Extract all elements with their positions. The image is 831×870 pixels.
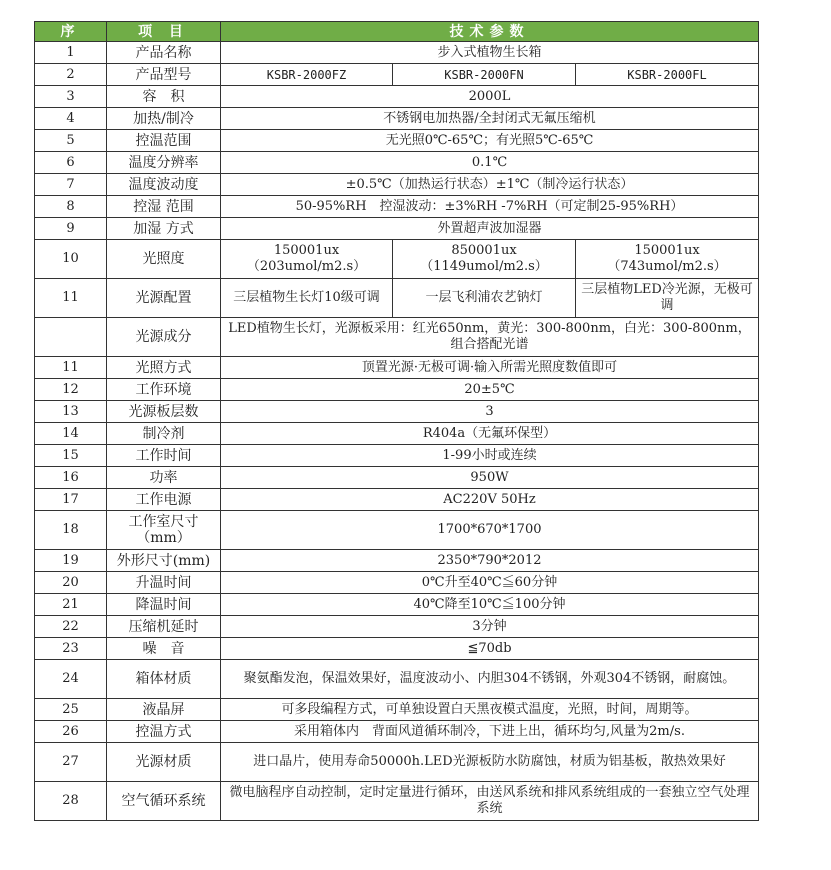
row-name: 外形尺寸(mm)	[107, 550, 221, 572]
row-number: 3	[35, 86, 107, 108]
row-value: 20±5℃	[221, 379, 759, 401]
table-row	[35, 130, 759, 152]
illuminance-cell: 850001ux（1149umol/m2.s）	[393, 240, 576, 279]
row-number: 27	[35, 743, 107, 782]
table-row	[35, 379, 759, 401]
row-number: 19	[35, 550, 107, 572]
model-cell: KSBR-2000FZ	[221, 64, 393, 86]
illuminance-cell: 150001ux（203umol/m2.s）	[221, 240, 393, 279]
row-value: 外置超声波加湿器	[221, 218, 759, 240]
table-row	[35, 196, 759, 218]
row-number: 9	[35, 218, 107, 240]
row-number: 26	[35, 721, 107, 743]
row-name: 功率	[107, 467, 221, 489]
row-name: 光源配置	[107, 279, 221, 318]
row-number: 11	[35, 357, 107, 379]
table-row	[35, 401, 759, 423]
row-value: R404a（无氟环保型）	[221, 423, 759, 445]
row-value: AC220V 50Hz	[221, 489, 759, 511]
row-value: 聚氨酯发泡，保温效果好，温度波动小、内胆304不锈钢，外观304不锈钢，耐腐蚀。	[221, 660, 759, 699]
row-number: 5	[35, 130, 107, 152]
table-row	[35, 42, 759, 64]
row-name: 加湿 方式	[107, 218, 221, 240]
row-name: 温度分辨率	[107, 152, 221, 174]
row-name: 噪 音	[107, 638, 221, 660]
table-row	[35, 743, 759, 782]
table-row	[35, 152, 759, 174]
row-number: 6	[35, 152, 107, 174]
row-number: 18	[35, 511, 107, 550]
table-row	[35, 279, 759, 318]
row-value: LED植物生长灯，光源板采用：红光650nm，黄光：300-800nm，白光：300-800nm，组合搭配光谱	[221, 318, 759, 357]
row-value: 50-95%RH 控湿波动：±3%RH -7%RH（可定制25-95%RH）	[221, 196, 759, 218]
row-value: 0℃升至40℃≦60分钟	[221, 572, 759, 594]
row-value: ≦70db	[221, 638, 759, 660]
header-item: 项 目	[107, 22, 221, 42]
row-number: 2	[35, 64, 107, 86]
row-name: 光源材质	[107, 743, 221, 782]
table-row	[35, 240, 759, 279]
row-name: 光照度	[107, 240, 221, 279]
row-number: 4	[35, 108, 107, 130]
row-number: 25	[35, 699, 107, 721]
row-value: 3分钟	[221, 616, 759, 638]
table-row	[35, 782, 759, 821]
light-config-cell: 三层植物生长灯10级可调	[221, 279, 393, 318]
row-value: 可多段编程方式，可单独设置白天黑夜模式温度，光照，时间，周期等。	[221, 699, 759, 721]
table-row	[35, 357, 759, 379]
row-name: 温度波动度	[107, 174, 221, 196]
row-name: 制冷剂	[107, 423, 221, 445]
row-name: 产品名称	[107, 42, 221, 64]
table-row	[35, 699, 759, 721]
table-row	[35, 467, 759, 489]
row-number: 17	[35, 489, 107, 511]
table-row	[35, 489, 759, 511]
illuminance-cell: 150001ux（743umol/m2.s）	[576, 240, 759, 279]
row-value: 1700*670*1700	[221, 511, 759, 550]
row-number: 16	[35, 467, 107, 489]
table-row	[35, 616, 759, 638]
row-name: 箱体材质	[107, 660, 221, 699]
row-name: 工作电源	[107, 489, 221, 511]
table-row	[35, 108, 759, 130]
light-config-cell: 一层飞利浦农艺钠灯	[393, 279, 576, 318]
row-name: 空气循环系统	[107, 782, 221, 821]
row-number: 1	[35, 42, 107, 64]
row-value: 进口晶片，使用寿命50000h.LED光源板防水防腐蚀，材质为铝基板，散热效果好	[221, 743, 759, 782]
table-row	[35, 445, 759, 467]
row-name: 降温时间	[107, 594, 221, 616]
row-value: 1-99小时或连续	[221, 445, 759, 467]
row-number: 10	[35, 240, 107, 279]
row-name: 控湿 范围	[107, 196, 221, 218]
row-name: 容 积	[107, 86, 221, 108]
table-row	[35, 721, 759, 743]
row-number: 11	[35, 279, 107, 318]
table-row	[35, 511, 759, 550]
table-row	[35, 423, 759, 445]
row-name: 加热/制冷	[107, 108, 221, 130]
row-value: 3	[221, 401, 759, 423]
row-name: 光照方式	[107, 357, 221, 379]
row-value: 步入式植物生长箱	[221, 42, 759, 64]
row-name: 液晶屏	[107, 699, 221, 721]
row-value: 不锈钢电加热器/全封闭式无氟压缩机	[221, 108, 759, 130]
row-name: 工作时间	[107, 445, 221, 467]
table-row	[35, 572, 759, 594]
row-name: 升温时间	[107, 572, 221, 594]
row-value: 微电脑程序自动控制，定时定量进行循环，由送风系统和排风系统组成的一套独立空气处理系统	[221, 782, 759, 821]
model-cell: KSBR-2000FN	[393, 64, 576, 86]
light-config-cell: 三层植物LED冷光源，无极可调	[576, 279, 759, 318]
table-row	[35, 174, 759, 196]
row-value: 顶置光源·无极可调·输入所需光照度数值即可	[221, 357, 759, 379]
table-row	[35, 638, 759, 660]
row-value: 40℃降至10℃≦100分钟	[221, 594, 759, 616]
table-row	[35, 550, 759, 572]
row-name: 控温方式	[107, 721, 221, 743]
row-name: 压缩机延时	[107, 616, 221, 638]
header-row	[35, 22, 759, 42]
row-number: 15	[35, 445, 107, 467]
row-name: 控温范围	[107, 130, 221, 152]
row-value: 2000L	[221, 86, 759, 108]
row-number: 22	[35, 616, 107, 638]
row-number	[35, 318, 107, 357]
row-number: 8	[35, 196, 107, 218]
table-row	[35, 594, 759, 616]
table-row	[35, 660, 759, 699]
row-name: 光源板层数	[107, 401, 221, 423]
row-value: ±0.5℃（加热运行状态）±1℃（制冷运行状态）	[221, 174, 759, 196]
table-row	[35, 318, 759, 357]
table-row	[35, 218, 759, 240]
row-number: 12	[35, 379, 107, 401]
spec-table	[34, 21, 759, 821]
row-number: 13	[35, 401, 107, 423]
row-number: 24	[35, 660, 107, 699]
row-name: 工作室尺寸（mm）	[107, 511, 221, 550]
row-number: 20	[35, 572, 107, 594]
row-value: 0.1℃	[221, 152, 759, 174]
row-value: 2350*790*2012	[221, 550, 759, 572]
table-row	[35, 64, 759, 86]
header-no: 序	[35, 22, 107, 42]
row-number: 21	[35, 594, 107, 616]
model-cell: KSBR-2000FL	[576, 64, 759, 86]
row-value: 无光照0℃-65℃；有光照5℃-65℃	[221, 130, 759, 152]
row-name: 工作环境	[107, 379, 221, 401]
row-name: 光源成分	[107, 318, 221, 357]
row-value: 采用箱体内 背面风道循环制冷，下进上出，循环均匀,风量为2m/s.	[221, 721, 759, 743]
row-number: 28	[35, 782, 107, 821]
row-number: 14	[35, 423, 107, 445]
row-number: 7	[35, 174, 107, 196]
table-row	[35, 86, 759, 108]
row-name: 产品型号	[107, 64, 221, 86]
header-param: 技术参数	[221, 22, 759, 42]
row-value: 950W	[221, 467, 759, 489]
row-number: 23	[35, 638, 107, 660]
